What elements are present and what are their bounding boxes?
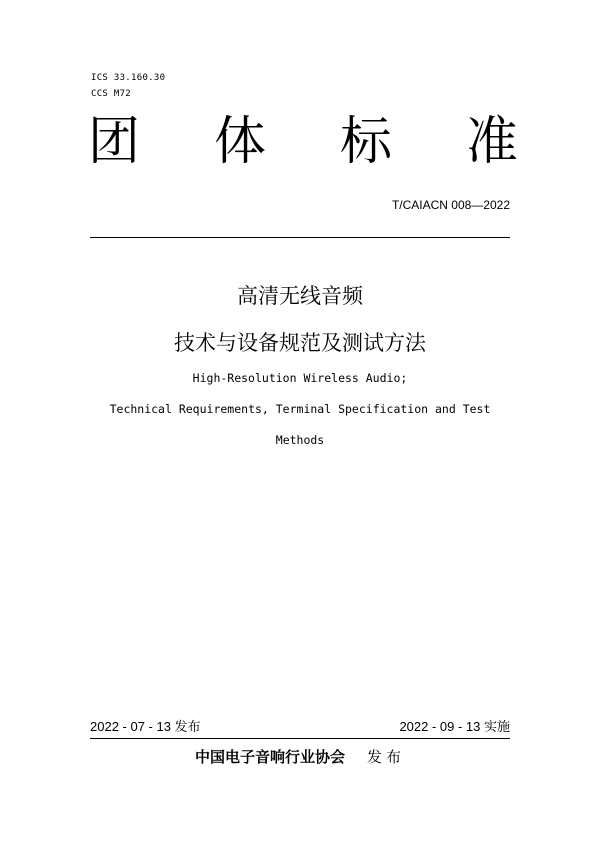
issuer-line (0, 746, 600, 767)
chinese-title-line-1: 高清无线音频 (237, 284, 363, 308)
top-divider (90, 237, 510, 238)
standard-type-char: 准 (465, 112, 518, 172)
standard-type-char: 团 (88, 112, 141, 172)
standard-type-char: 体 (213, 112, 266, 172)
issuer-name: 中国电子音响行业协会 (194, 748, 345, 766)
standard-type-char: 标 (339, 112, 392, 172)
english-title-line-1: High-Resolution Wireless Audio; (192, 371, 408, 385)
issue-word: 发布 (367, 748, 406, 766)
bottom-divider (90, 738, 510, 739)
implement-date: 2022 - 09 - 13 实施 (399, 719, 510, 734)
english-title-line-3: Methods (275, 433, 325, 447)
standard-type-heading (88, 112, 518, 172)
english-title-line-2: Technical Requirements, Terminal Specification and Test (109, 402, 491, 416)
publish-date: 2022 - 07 - 13 发布 (90, 719, 201, 734)
standard-number: T/CAIACN 008—2022 (391, 198, 510, 212)
ics-code: ICS 33.160.30 (91, 73, 166, 83)
chinese-title-line-2: 技术与设备规范及测试方法 (174, 331, 426, 355)
ccs-code: CCS M72 (91, 89, 132, 99)
